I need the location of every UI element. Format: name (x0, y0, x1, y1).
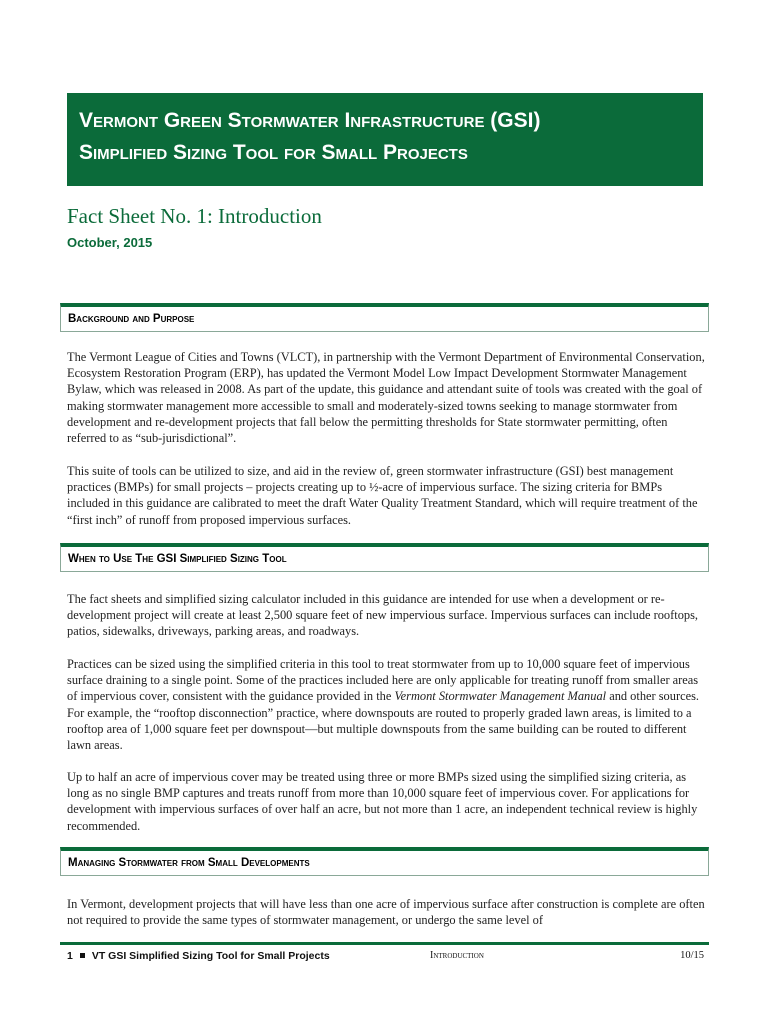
section-heading-background: Background and Purpose (60, 303, 709, 332)
paragraph-when-to-use-2 (67, 656, 707, 753)
banner-title-line-2: Simplified Sizing Tool for Small Projects (79, 141, 468, 164)
paragraph-managing-1: In Vermont, development projects that will have less than one acre of impervious surface after construction is complete are often not required to provide the same types of stormwater management, or undergo the same level of (67, 897, 705, 928)
section-heading-when-to-use: When to Use The GSI Simplified Sizing Tool (60, 543, 709, 572)
page-number: 1 (67, 950, 73, 962)
banner-title-line-1: Vermont Green Stormwater Infrastructure (GSI) (79, 109, 541, 132)
footer-rule (60, 942, 709, 945)
paragraph-background-1: The Vermont League of Cities and Towns (VLCT), in partnership with the Vermont Department of Environmental Conservation, Ecosystem Restoration Program (ERP), has updated the Vermont Model Low Impact Development Stormwater Management Bylaw, which was released in 2008. As part of the update, this guidance and attendant suite of tools was created with the goal of making stormwater management more accessible to small and moderately-sized towns seeking to manage stormwater from development and re-development projects that fall below the permitting thresholds for State stormwater permitting, often referred to as “sub-jurisdictional”. (67, 350, 705, 446)
footer-left (67, 950, 330, 962)
paragraph-when-to-use-1: The fact sheets and simplified sizing calculator included in this guidance are intended for use when a development or re-development project will create at least 2,500 square feet of new impervious surface. Impervious surfaces can include rooftops, patios, sidewalks, driveways, parking areas, and roadways. (67, 592, 699, 639)
paragraph-text-before-italic: Practices can be sized using the simplified criteria in this tool to treat stormwater from up to 10,000 square feet of impervious surface draining to a single point. Some of the practices included here are only applicable for treating runoff from smaller areas of impervious cover, consistent with the guidance provided in the (67, 657, 699, 704)
section-heading-managing-stormwater: Managing Stormwater from Small Developments (60, 847, 709, 876)
footer-section-name: Introduction (430, 950, 484, 961)
manual-title-italic: Vermont Stormwater Management Manual (394, 689, 607, 704)
title-banner (67, 93, 703, 186)
square-bullet-icon (80, 953, 85, 958)
paragraph-text-after-italic: and other sources. For example, the “rooftop disconnection” practice, where downspouts are routed to properly graded lawn areas, is limited to a rooftop area of 1,000 square feet per downspout—but multiple downspouts from the same building can be routed to different lawn areas. (67, 689, 699, 753)
publication-date: October, 2015 (67, 235, 153, 250)
footer-date: 10/15 (680, 950, 704, 961)
paragraph-background-2: This suite of tools can be utilized to size, and aid in the review of, green stormwater infrastructure (GSI) best management practices (BMPs) for small projects – projects creating up to ½-acre of impervious surface. The sizing criteria for BMPs included in this guidance are calibrated to meet the draft Water Quality Treatment Standard, which will require treatment of the “first inch” of runoff from proposed impervious surfaces. (67, 464, 698, 527)
footer-doc-title: VT GSI Simplified Sizing Tool for Small Projects (91, 950, 330, 962)
fact-sheet-title: Fact Sheet No. 1: Introduction (67, 204, 322, 228)
paragraph-when-to-use-3: Up to half an acre of impervious cover may be treated using three or more BMPs sized using the simplified sizing criteria, as long as no single BMP captures and treats runoff from more than 10,000 square feet of impervious cover. For applications for development with impervious surfaces of over half an acre, but not more than 1 acre, an independent technical review is highly recommended. (67, 770, 698, 833)
